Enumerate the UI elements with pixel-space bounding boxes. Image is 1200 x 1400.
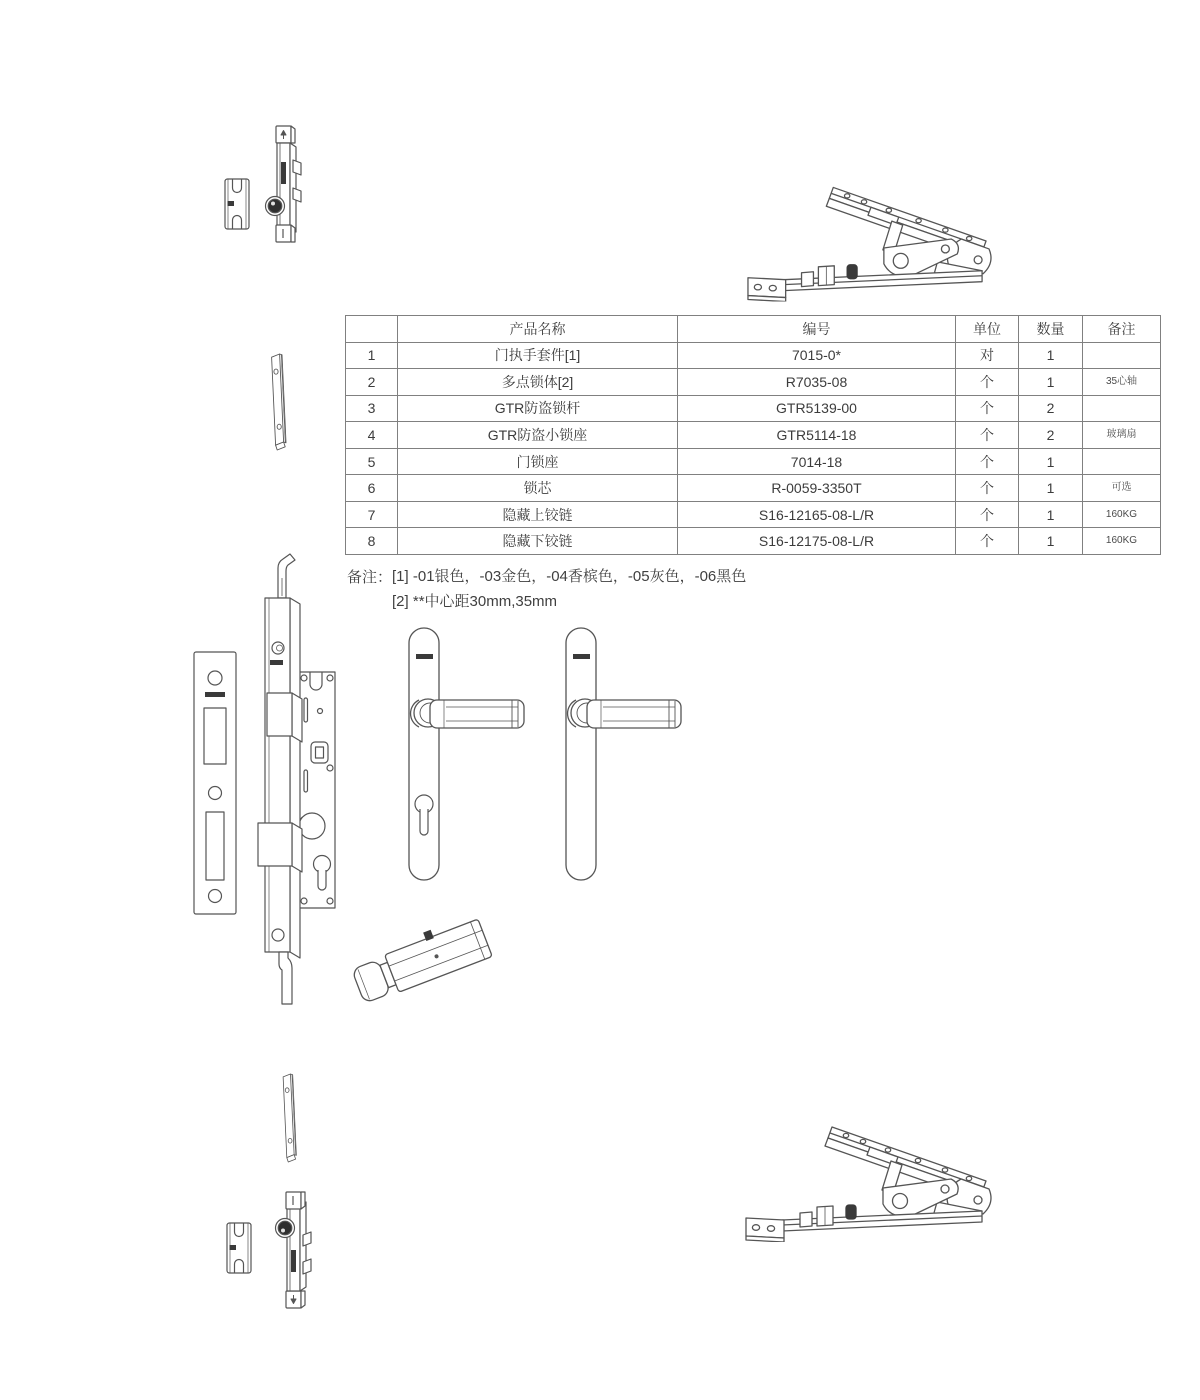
cell-no: 4 xyxy=(346,422,398,449)
cell-no: 2 xyxy=(346,369,398,396)
multipoint-lock-body-drawing xyxy=(252,552,352,1012)
handle-set-right-drawing xyxy=(563,626,689,882)
cell-name: 隐藏上铰链 xyxy=(398,501,678,528)
table-row xyxy=(346,501,1161,528)
cell-unit: 个 xyxy=(956,369,1019,396)
table-row xyxy=(346,342,1161,369)
cell-unit: 个 xyxy=(956,528,1019,555)
lock-keeper-bracket-top-drawing xyxy=(224,178,250,230)
cell-qty: 1 xyxy=(1019,342,1083,369)
cell-remark: 35心轴 xyxy=(1083,369,1161,396)
table-header-row xyxy=(346,316,1161,343)
cell-no: 8 xyxy=(346,528,398,555)
strike-plate-drawing xyxy=(192,650,238,916)
cell-code: S16-12175-08-L/R xyxy=(678,528,956,555)
cell-name: 门锁座 xyxy=(398,448,678,475)
col-remark: 备注 xyxy=(1083,316,1161,343)
lock-keeper-bracket-bottom-drawing xyxy=(226,1222,252,1274)
cell-name: 锁芯 xyxy=(398,475,678,502)
spacer-plate-bottom-drawing xyxy=(278,1072,300,1164)
cell-name: GTR防盗小锁座 xyxy=(398,422,678,449)
friction-hinge-top-drawing xyxy=(744,182,992,302)
col-code: 编号 xyxy=(678,316,956,343)
table-row xyxy=(346,395,1161,422)
shoot-bolt-rod-top-drawing xyxy=(260,124,304,244)
cell-unit: 个 xyxy=(956,475,1019,502)
cell-unit: 个 xyxy=(956,422,1019,449)
cell-qty: 2 xyxy=(1019,422,1083,449)
cell-code: R-0059-3350T xyxy=(678,475,956,502)
cell-code: GTR5114-18 xyxy=(678,422,956,449)
col-product-name: 产品名称 xyxy=(398,316,678,343)
table-row xyxy=(346,475,1161,502)
col-index xyxy=(346,316,398,343)
cell-no: 7 xyxy=(346,501,398,528)
cell-unit: 个 xyxy=(956,448,1019,475)
cell-remark xyxy=(1083,448,1161,475)
shoot-bolt-rod-bottom-drawing xyxy=(270,1188,314,1312)
note-line-1: [1] -01银色，-03金色，-04香槟色，-05灰色，-06黑色 xyxy=(392,568,747,585)
cell-remark: 160KG xyxy=(1083,528,1161,555)
notes-label: 备注： xyxy=(347,569,393,586)
table-row xyxy=(346,369,1161,396)
cell-name: 门执手套件[1] xyxy=(398,342,678,369)
cell-unit: 个 xyxy=(956,501,1019,528)
cell-code: GTR5139-00 xyxy=(678,395,956,422)
cell-qty: 1 xyxy=(1019,369,1083,396)
cell-no: 3 xyxy=(346,395,398,422)
cell-qty: 1 xyxy=(1019,475,1083,502)
handle-set-left-drawing xyxy=(406,626,532,882)
cell-remark: 可选 xyxy=(1083,475,1161,502)
cell-remark: 玻璃扇 xyxy=(1083,422,1161,449)
table-row xyxy=(346,528,1161,555)
cell-code: S16-12165-08-L/R xyxy=(678,501,956,528)
notes-lines xyxy=(392,566,746,616)
col-qty: 数量 xyxy=(1019,316,1083,343)
cell-code: R7035-08 xyxy=(678,369,956,396)
cell-remark: 160KG xyxy=(1083,501,1161,528)
lock-cylinder-drawing xyxy=(352,893,497,1011)
parts-table xyxy=(345,315,1161,555)
cell-code: 7015-0* xyxy=(678,342,956,369)
cell-name: 隐藏下铰链 xyxy=(398,528,678,555)
cell-no: 6 xyxy=(346,475,398,502)
friction-hinge-bottom-drawing xyxy=(742,1122,992,1242)
cell-remark xyxy=(1083,342,1161,369)
cell-qty: 1 xyxy=(1019,448,1083,475)
cell-code: 7014-18 xyxy=(678,448,956,475)
spacer-plate-top-drawing xyxy=(266,344,290,460)
notes xyxy=(347,566,746,616)
table-row xyxy=(346,448,1161,475)
cell-qty: 2 xyxy=(1019,395,1083,422)
cell-name: GTR防盗锁杆 xyxy=(398,395,678,422)
cell-remark xyxy=(1083,395,1161,422)
cell-qty: 1 xyxy=(1019,528,1083,555)
cell-unit: 对 xyxy=(956,342,1019,369)
cell-no: 5 xyxy=(346,448,398,475)
note-line-2: [2] **中心距30mm,35mm xyxy=(392,593,558,610)
cell-unit: 个 xyxy=(956,395,1019,422)
cell-no: 1 xyxy=(346,342,398,369)
cell-qty: 1 xyxy=(1019,501,1083,528)
cell-name: 多点锁体[2] xyxy=(398,369,678,396)
col-unit: 单位 xyxy=(956,316,1019,343)
table-row xyxy=(346,422,1161,449)
